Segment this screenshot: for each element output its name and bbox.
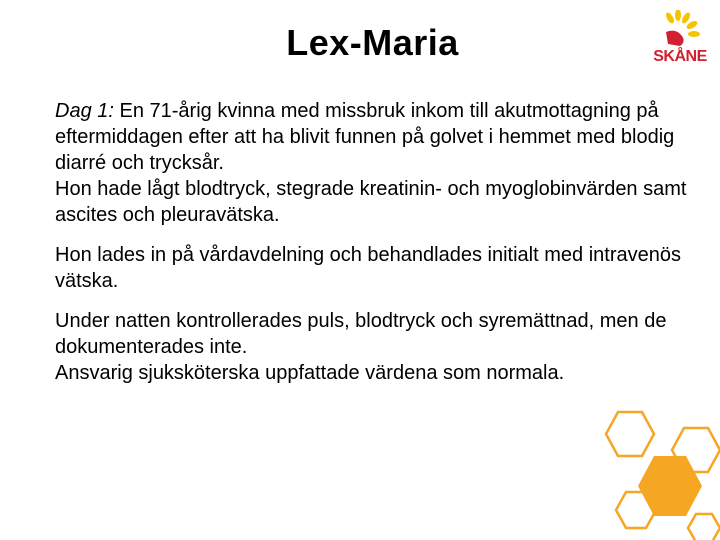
hexagon-decoration bbox=[588, 404, 720, 540]
paragraph-nurse-assessment: Ansvarig sjuksköterska uppfattade värdena som normala. bbox=[55, 362, 565, 384]
logo-wordmark: SKÅNE bbox=[653, 48, 707, 65]
paragraph-admission: Hon lades in på vårdavdelning och behandlades initialt med intravenös vätska. bbox=[55, 244, 681, 292]
paragraph-blood-pressure: Hon hade lågt blodtryck, stegrade kreatinin- och myoglobinvärden samt ascites och pleuravätska. bbox=[55, 178, 687, 226]
slide-title: Lex-Maria bbox=[286, 22, 459, 63]
slide-body bbox=[55, 98, 705, 386]
paragraph-night-monitoring: Under natten kontrollerades puls, blodtryck och syremättnad, men de dokumenterades inte. bbox=[55, 310, 667, 358]
paragraph-day1: Dag 1: En 71-årig kvinna med missbruk inkom till akutmottagning på eftermiddagen efter att ha blivit funnen på golvet i hemmet med blodig diarré och trycksår. bbox=[55, 100, 675, 174]
day-label: Dag 1: bbox=[55, 100, 114, 122]
